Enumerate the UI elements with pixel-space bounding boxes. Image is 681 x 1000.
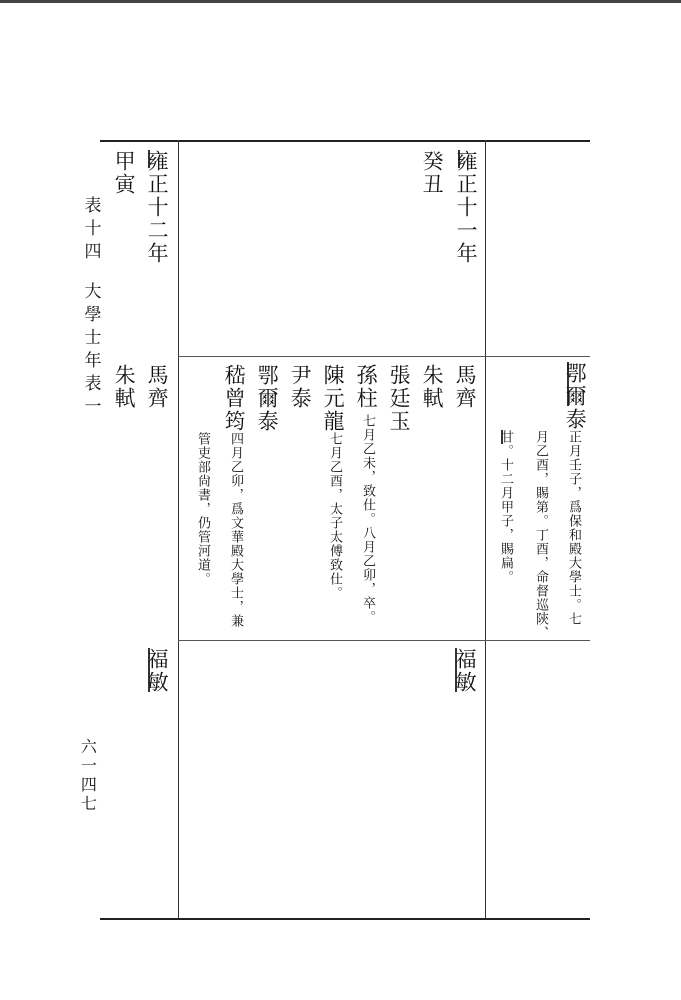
table-bottom-rule (100, 918, 590, 920)
column-divider-left (178, 140, 179, 918)
official-name: 張廷玉 (387, 364, 412, 433)
scan-top-border (0, 0, 681, 3)
official-name: 鄂爾泰 (255, 364, 280, 433)
running-head-section: 表十四 (80, 196, 101, 265)
official-note: 七月乙未，致仕。八月乙卯，卒。 (359, 414, 375, 624)
year-label: 雍正十二年 (145, 150, 170, 265)
manchu-note-line: 甘。十二月甲子，賜扁。 (497, 430, 513, 584)
official-note: 七月乙酉，太子太傅致仕。 (326, 432, 342, 600)
assistant-name: 福敏 (145, 648, 170, 694)
running-head-title: 大學士年表一 (80, 282, 101, 420)
official-note: 四月乙卯，爲文華殿大學士，兼 (227, 432, 243, 628)
official-name: 陳元龍 (321, 364, 346, 433)
row-divider-xieban (178, 640, 590, 641)
manchu-name: 鄂爾泰 (563, 362, 588, 431)
row-divider-header (178, 356, 590, 357)
official-name: 馬齊 (453, 364, 478, 410)
official-name: 朱軾 (112, 364, 137, 410)
page-number: 六一四七 (78, 738, 98, 814)
table-top-rule (100, 140, 590, 142)
manchu-note-line: 月乙酉，賜第。丁酉，命督巡陝、 (532, 430, 548, 640)
assistant-name: 福敏 (453, 648, 478, 694)
official-name: 嵇曾筠 (222, 364, 247, 433)
official-name: 尹泰 (288, 364, 313, 410)
column-divider-right (485, 140, 486, 918)
ganzhi-label: 甲寅 (112, 150, 137, 196)
official-name: 朱軾 (420, 364, 445, 410)
year-label: 雍正十一年 (454, 150, 479, 265)
ganzhi-label: 癸丑 (420, 150, 445, 196)
manchu-note-line: 正月壬子，爲保和殿大學士。七 (565, 430, 581, 626)
official-note: 管吏部尙書，仍管河道。 (194, 432, 210, 586)
official-name: 馬齊 (145, 364, 170, 410)
official-name: 孫柱 (354, 364, 379, 410)
